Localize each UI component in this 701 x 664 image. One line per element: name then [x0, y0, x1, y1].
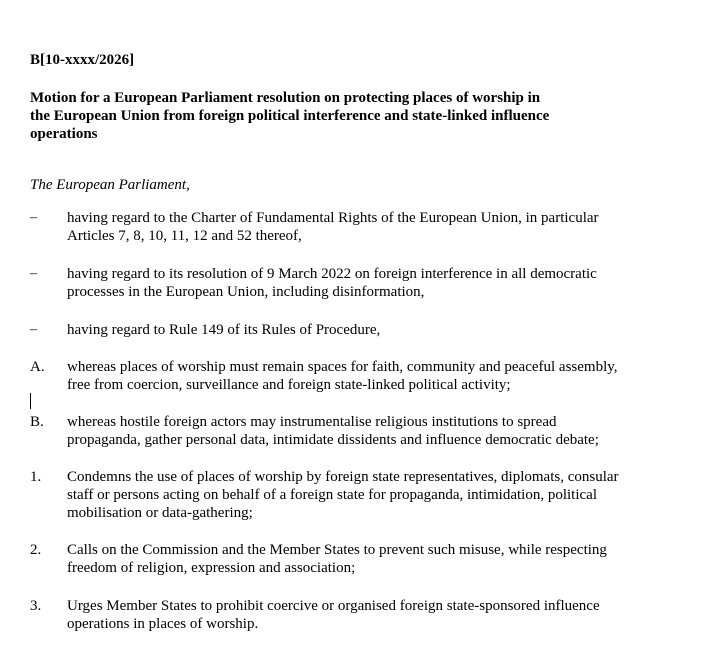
- recital-marker: A.: [30, 359, 45, 375]
- text-cursor[interactable]: [30, 393, 31, 409]
- operative-marker: 1.: [30, 469, 42, 485]
- document-reference: B[10-xxxx/2026]: [30, 52, 135, 68]
- text-line: mobilisation or data-gathering;: [67, 505, 253, 521]
- text-line: propaganda, gather personal data, intimidate dissidents and influence democratic debate;: [67, 432, 599, 448]
- intro-text: The European Parliament,: [30, 177, 190, 193]
- dash-marker: –: [30, 210, 37, 225]
- operative-marker: 3.: [30, 598, 42, 614]
- text-line: whereas hostile foreign actors may instrumentalise religious institutions to spread: [67, 414, 557, 430]
- recital-marker: B.: [30, 414, 44, 430]
- text-line: operations in places of worship.: [67, 616, 259, 632]
- text-line: processes in the European Union, including disinformation,: [67, 284, 425, 300]
- paragraph-text: [67, 265, 667, 301]
- text-line: staff or persons acting on behalf of a foreign state for propaganda, intimidation, political: [67, 487, 597, 503]
- text-line: having regard to its resolution of 9 March 2022 on foreign interference in all democratic: [67, 266, 597, 282]
- text-line: Condemns the use of places of worship by foreign state representatives, diplomats, consular: [67, 469, 619, 485]
- text-line: Calls on the Commission and the Member States to prevent such misuse, while respecting: [67, 542, 607, 558]
- text-line: whereas places of worship must remain spaces for faith, community and peaceful assembly,: [67, 359, 618, 375]
- title-line: operations: [30, 126, 98, 142]
- text-line: free from coercion, surveillance and foreign state-linked political activity;: [67, 377, 511, 393]
- text-line: having regard to Rule 149 of its Rules of Procedure,: [67, 322, 381, 338]
- text-line: Articles 7, 8, 10, 11, 12 and 52 thereof,: [67, 228, 302, 244]
- title-line: Motion for a European Parliament resolution on protecting places of worship in: [30, 90, 541, 106]
- dash-marker: –: [30, 266, 37, 281]
- title-line: the European Union from foreign political interference and state-linked influence: [30, 108, 550, 124]
- paragraph-text: [67, 321, 667, 339]
- paragraph-text: [67, 358, 667, 394]
- dash-marker: –: [30, 322, 37, 337]
- paragraph-text: [67, 597, 667, 633]
- paragraph-text: [67, 413, 667, 449]
- paragraph-text: [67, 541, 667, 577]
- document-title: [30, 89, 630, 143]
- paragraph-text: [67, 209, 667, 245]
- text-line: freedom of religion, expression and association;: [67, 560, 356, 576]
- operative-marker: 2.: [30, 542, 42, 558]
- text-line: having regard to the Charter of Fundamental Rights of the European Union, in particular: [67, 210, 599, 226]
- paragraph-text: [67, 468, 667, 522]
- text-line: Urges Member States to prohibit coercive or organised foreign state-sponsored influence: [67, 598, 600, 614]
